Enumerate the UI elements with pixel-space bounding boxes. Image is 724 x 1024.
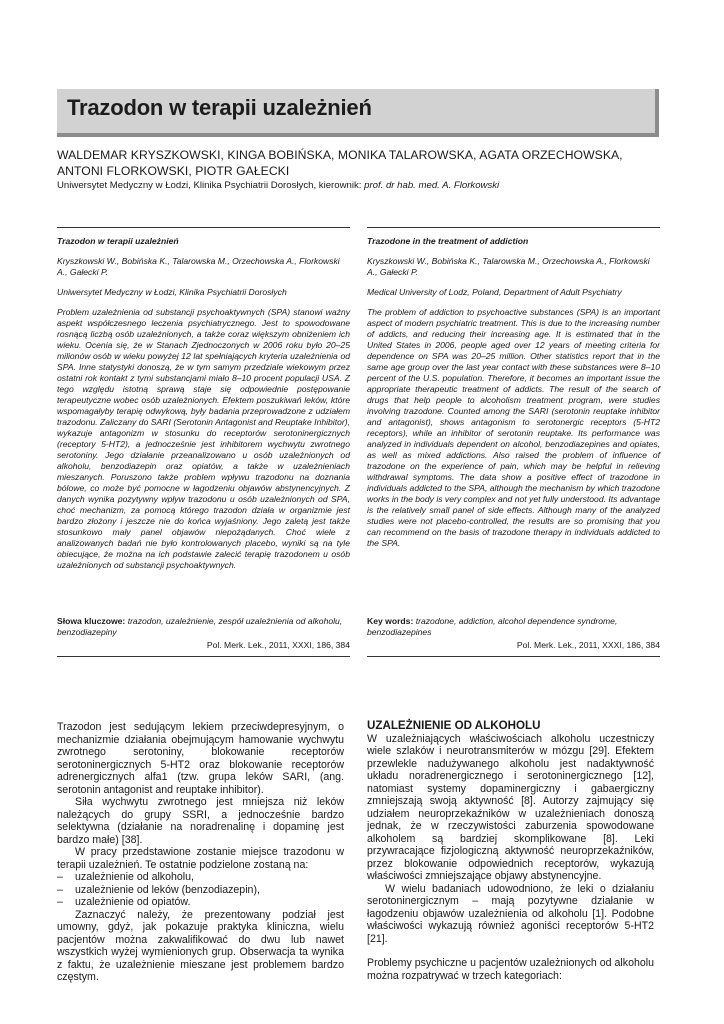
list-item [57,884,344,897]
list-item [57,896,344,909]
abstract-pl-body: Problem uzależnienia od substancji psychoaktywnych (SPA) stanowi ważny aspekt współczesnego leczenia psychiatrycznego. Jest to spowodowane rosnącą liczbą osób uzależnionych, a także coraz większym obniżeniem ich wieku. Ocenia się, że w Stanach Zjednoczonych w 2006 roku było 20–25 milionów osób w wieku powyżej 12 lat spełniających kryteria uzależnienia od SPA. Inne statystyki donoszą, że w tym samym przedziale wiekowym przez ostatni rok kontakt z tymi substancjami miało 8–10 procent populacji USA. Z tego względu istotną sprawą staje się odpowiednie postępowanie terapeutyczne wobec osób uzależnionych. Efektem poszukiwań leków, które wspomagałyby terapię odwykową, były badania przeprowadzone z udziałem trazodonu. Zaliczany do SARI (Serotonin Antagonist and Reuptake Inhibitor), wykazuje antagonizm w stosunku do receptorów serotoninergicznych (receptory 5-HT2), a jednocześnie jest inhibitorem wychwytu zwrotnego serotoniny. Jego działanie przeanalizowano u osób uzależnionych od alkoholu, benzodiazepin oraz opiatów, a także w uzależnieniach mieszanych. Poruszono także problem wpływu trazodonu na doznania bólowe, co może być pomocne w łagodzeniu objawów abstynencyjnych. Z danych wynika pozytywny wpływ trazodonu u osób uzależnionych od SPA, choć mechanizm, za pomocą którego trazodon działa w organizmie jest bardzo złożony i jeszcze nie do końca wyjaśniony. Jego zaletą jest także stosunkowo mały panel objawów niepożądanych. Choć wiele z analizowanych badań nie było kontrolowanych placebo, wyniki są na tyle obiecujące, że można na ich podstawie zalecić terapię trazodonem u osób uzależnionych od substancji psychoaktywnych. [57,307,350,570]
article-title: Trazodon w terapii uzależnień [67,95,372,120]
abstract-pl-bottom-rule [57,656,350,657]
keywords-pl-text: trazodon, uzależnienie, zespół uzależnienia od alkoholu, benzodiazepiny [57,616,343,637]
abstract-pl-authors: Kryszkowski W., Bobińska K., Talarowska M., Orzechowska A., Florkowski A., Gałecki P. [57,256,340,277]
abstract-en-body: The problem of addiction to psychoactive substances (SPA) is an important aspect of modern psychiatric treatment. This is due to the increasing number of addicts, and reducing their increasing age. It is estimated that in the United States in 2006, people aged over 12 years of meeting criteria for dependence on SPA was 20–25 million. Other statistics report that in the same age group over the last year contact with these substances were 8–10 percent of the U.S. population. Therefore, it becomes an important issue the appropriate therapeutic treatment of addicts. The result of the search of drugs that help people to alcoholism treatment program, were studies involving trazodone. Counted among the SARI (serotonin reuptake inhibitor and antagonist), shows antagonism to serotonergic receptors (5-HT2 receptors), while an inhibitor of serotonin reuptake. Its performance was analyzed in individuals dependent on alcohol, benzodiazepines and opiates, as well as mixed addictions. Also raised the problem of influence of trazodone on the experience of pain, which may be helpful in relieving withdrawal symptoms. The data show a positive effect of trazodone in individuals addicted to the SPA, although the mechanism by which trazodone works in the body is very complex and not yet fully understood. Its advantage is the relatively small panel of side effects. Although many of the analyzed studies were not placebo-controlled, the results are so promising that you can recommend on the basis of trazodone therapy in individuals addicted to the SPA. [367,307,660,548]
body-right-p3: Problemy psychiczne u pacjentów uzależnionych od alkoholu można rozpatrywać w trzech kategoriach: [367,957,654,982]
list-item-text: uzależnienie od alkoholu, [75,871,194,883]
abstract-en-bottom-rule [367,656,660,657]
abstract-pl [57,236,350,571]
list-marker: – [57,883,63,896]
abstract-pl-top-rule [57,227,350,228]
reference-en: Pol. Merk. Lek., 2011, XXXI, 186, 384 [516,640,660,650]
body-left-column [57,721,344,984]
body-right-column [367,720,654,982]
body-left-p4: Zaznaczyć należy, że prezentowany podział jest umowny, gdyż, jak pokazuje praktyka kliniczna, wielu pacjentów można zakwalifikować do dwu lub nawet wszystkich wyżej wymienionych grup. Obserwacja ta wynika z faktu, że uzależnienie mieszane jest problemem bardzo częstym. [57,908,344,983]
abstract-en-affiliation: Medical University of Lodz, Poland, Department of Adult Psychiatry [367,287,622,297]
abstract-en [367,236,660,549]
keywords-en-text: trazodone, addiction, alcohol dependence syndrome, benzodiazepines [367,616,618,637]
abstract-en-authors: Kryszkowski W., Bobińska K., Talarowska M., Orzechowska A., Florkowski A., Gałecki P. [367,256,650,277]
abstract-pl-title: Trazodon w terapii uzależnień [57,236,179,246]
keywords-en-label: Key words: [367,616,414,626]
paragraph-gap [367,945,654,957]
list-item-text: uzależnienie od opiatów. [75,896,191,908]
body-left-p1: Trazodon jest sedującym lekiem przeciwdepresyjnym, o mechanizmie działania obejmującym hamowanie wychwytu zwrotnego serotoniny, blokowanie receptorów serotoninergicznych 5-HT2 oraz blokowanie receptorów adrenergicznych alfa1 (tzw. grupa leków SARI, (ang. serotonin antagonist and reuptake inhibitor). [57,721,344,796]
abstract-pl-affiliation: Uniwersytet Medyczny w Łodzi, Klinika Psychiatrii Dorosłych [57,287,287,297]
title-band [57,89,659,137]
article-authors: WALDEMAR KRYSZKOWSKI, KINGA BOBIŃSKA, MONIKA TALAROWSKA, AGATA ORZECHOWSKA, ANTONI FLORKOWSKI, PIOTR GAŁECKI [57,148,623,178]
keywords-en [367,616,660,651]
keywords-pl-label: Słowa kluczowe: [57,616,126,626]
abstract-en-title: Trazodone in the treatment of addiction [367,236,529,246]
affiliation-text: Uniwersytet Medyczny w Łodzi, Klinika Psychiatrii Dorosłych, kierownik: [57,180,362,191]
affiliation-head: prof. dr hab. med. A. Florkowski [364,180,500,191]
keywords-pl [57,616,350,651]
abstract-en-top-rule [367,227,660,228]
body-right-p2: W wielu badaniach udowodniono, że leki o działaniu serotoninergicznym – mają pozytywne działanie w łagodzeniu objawów uzależnienia od alkoholu [1]. Podobne właściwości wykazują również agoniści receptorów 5-HT2 [21]. [367,882,654,945]
list-item-text: uzależnienie od leków (benzodiazepin), [75,883,260,896]
list-item [57,871,344,884]
list-marker: – [57,871,63,883]
body-left-p2: Siła wychwytu zwrotnego jest mniejsza niż leków należących do grupy SSRI, a jednocześnie bardzo selektywna (działanie na noradrenalinę i dopaminę jest bardzo małe) [38]. [57,796,344,846]
article-affiliation [57,180,677,191]
list-marker: – [57,896,63,908]
body-right-p1: W uzależniających właściwościach alkoholu uczestniczy wiele szlaków i neurotransmiterów w mózgu [29]. Efektem przewlekle nadużywanego alkoholu jest nadaktywność układu noradrenergicznego i serotoninergicznego [12], natomiast systemy dopaminergiczny i gabaergiczny zmniejszają swoją aktywność [8]. Autorzy zajmujący się udziałem neuroprzekaźników w uzależnieniach donoszą jednak, że w rzeczywistości zaburzenia spowodowane alkoholem są bardziej skomplikowane [8]. Leki przywracające fizjologiczną aktywność neuroprzekaźników, przez blokowanie odpowiednich receptorów, wykazują właściwości zmniejszające objawy abstynencyjne. [367,732,654,882]
reference-pl: Pol. Merk. Lek., 2011, XXXI, 186, 384 [206,640,350,650]
body-left-p3: W pracy przedstawione zostanie miejsce trazodonu w terapii uzależnień. Te ostatnie podzielone zostaną na: [57,846,344,871]
section-heading: UZALEŻNIENIE OD ALKOHOLU [367,719,541,732]
